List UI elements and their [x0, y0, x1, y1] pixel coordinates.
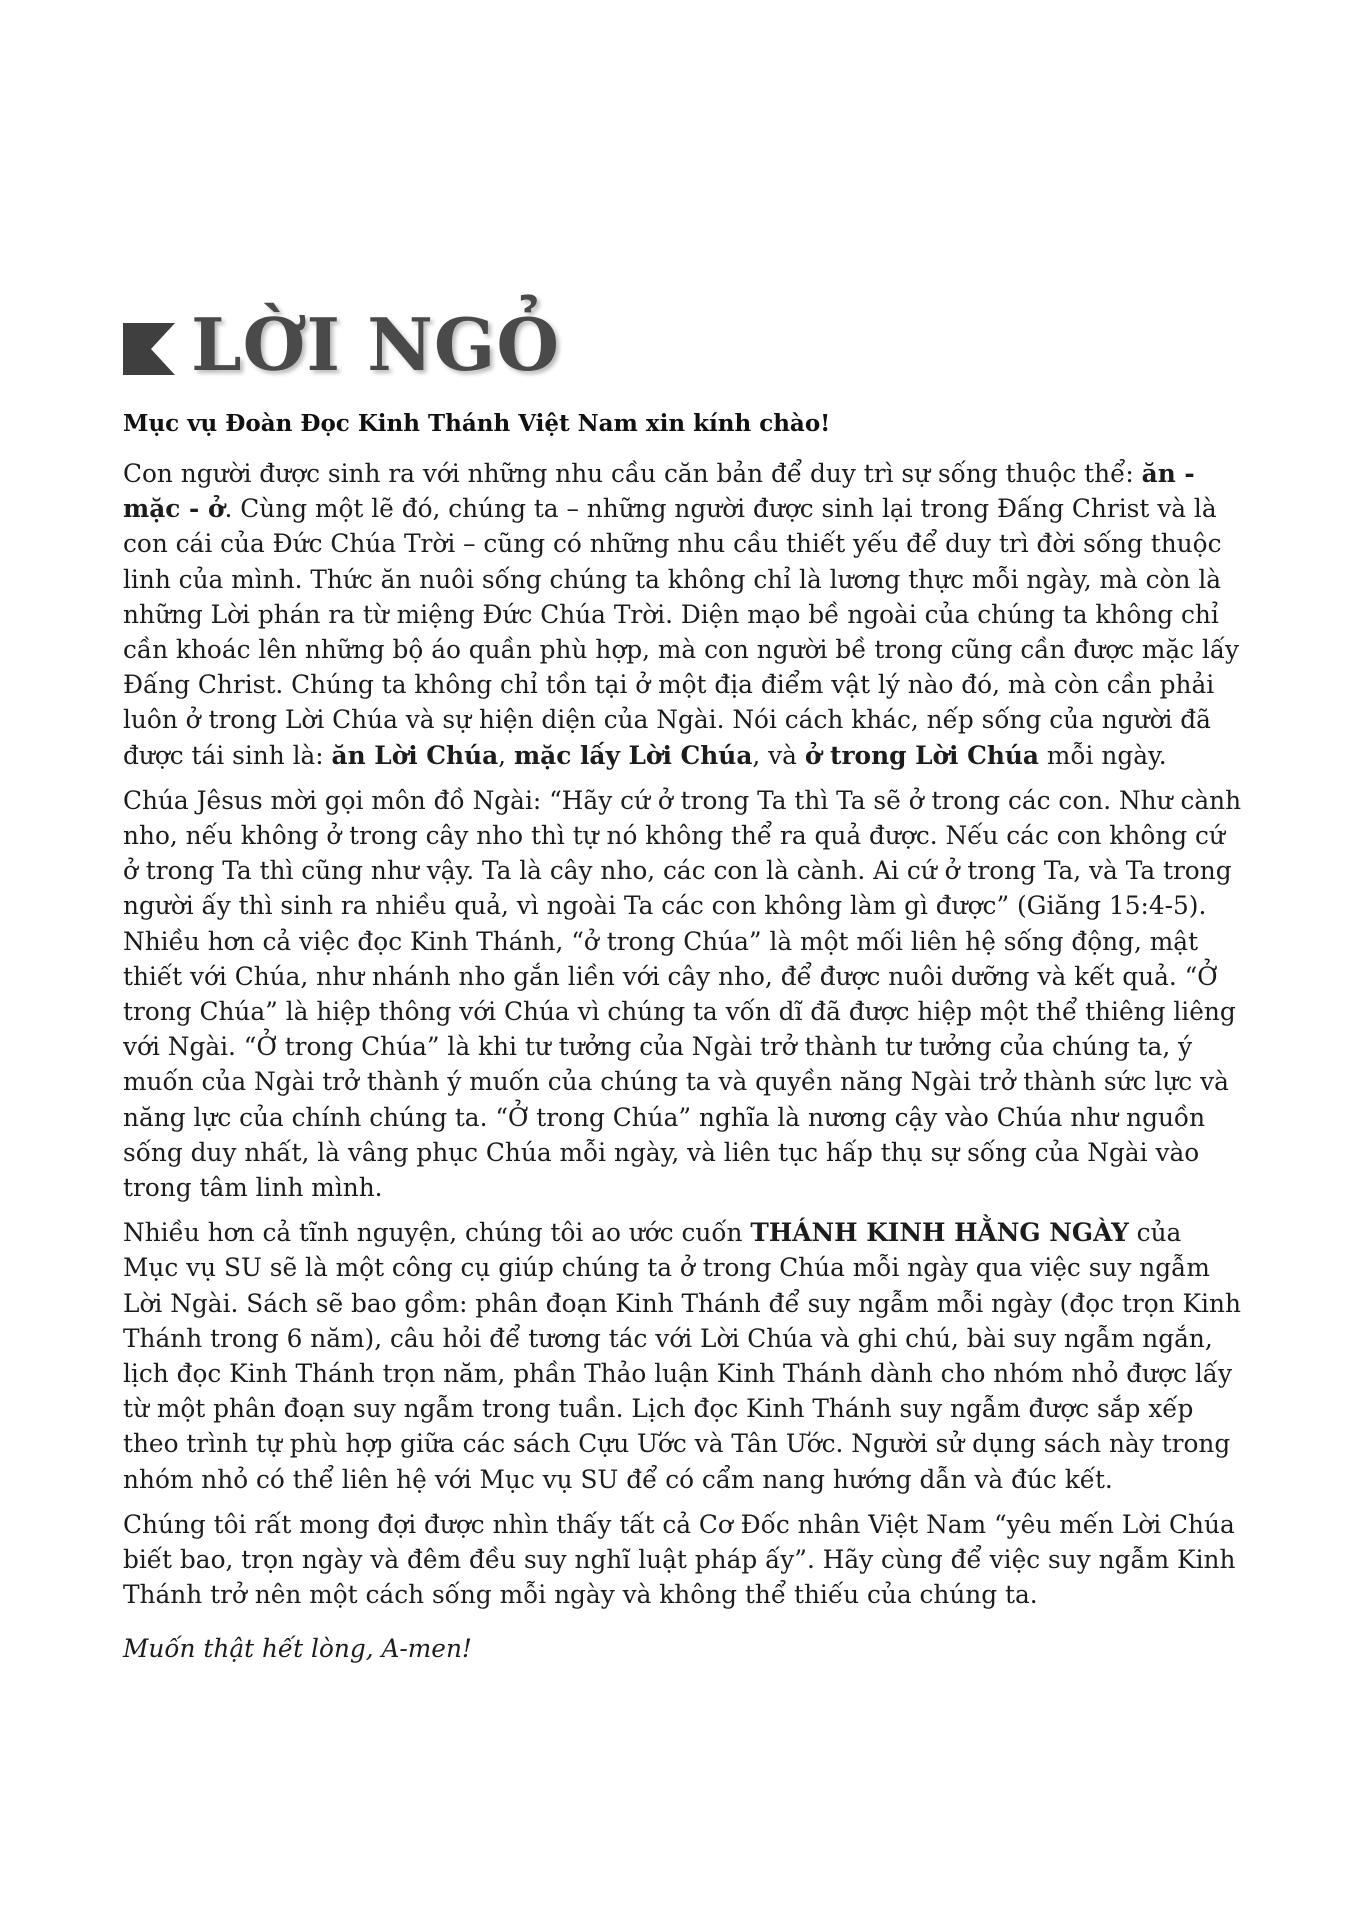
p1-text-d: , — [498, 740, 514, 770]
p1-text-a: Con người được sinh ra với những nhu cầu căn bản để duy trì sự sống thuộc thể: — [123, 459, 1142, 488]
paragraph-2: Chúa Jêsus mời gọi môn đồ Ngài: “Hãy cứ ở trong Ta thì Ta sẽ ở trong các con. Như cành nho, nếu không ở trong cây nho thì tự nó không thể ra quả được. Nếu các con không cứ ở trong Ta thì cũng như vậy. Ta là cây nho, các con là cành. Ai cứ ở trong Ta, và Ta trong người ấy thì sinh ra nhiều quả, vì ngoài Ta các con không làm gì được” (Giăng 15:4-5). Nhiều hơn cả việc đọc Kinh Thánh, “ở trong Chúa” là một mối liên hệ sống động, mật thiết với Chúa, như nhánh nho gắn liền với cây nho, để được nuôi dưỡng và kết quả. “Ở trong Chúa” là hiệp thông với Chúa vì chúng ta vốn dĩ đã được hiệp một thể thiêng liêng với Ngài. “Ở trong Chúa” là khi tư tưởng của Ngài trở thành tư tưởng của chúng ta, ý muốn của Ngài trở thành ý muốn của chúng ta và quyền năng Ngài trở thành sức lực và năng lực của chính chúng ta. “Ở trong Chúa” nghĩa là nương cậy vào Chúa như nguồn sống duy nhất, là vâng phục Chúa mỗi ngày, và liên tục hấp thụ sự sống của Ngài vào trong tâm linh mình. — [123, 785, 1242, 1203]
p3-bold-book-title: THÁNH KINH HẰNG NGÀY — [750, 1218, 1129, 1248]
p1-text-e: , và — [752, 740, 805, 770]
p1-bold-o-trong-loi-chua: ở trong Lời Chúa — [804, 740, 1039, 770]
p1-text-c: . Cùng một lẽ đó, chúng ta – những người được sinh lại trong Đấng Christ và là con cái của Đức Chúa Trời – cũng có những nhu cầu thiết yếu để duy trì đời sống thuộc linh của mình. Thức ăn nuôi sống chúng ta không chỉ là lương thực mỗi ngày, mà còn là những Lời phán ra từ miệng Đức Chúa Trời. Diện mạo bề ngoài của chúng ta không chỉ cần khoác lên những bộ áo quần phù hợp, mà con người bề trong cũng cần được mặc lấy Đấng Christ. Chúng ta không chỉ tồn tại ở một địa điểm vật lý nào đó, mà còn cần phải luôn ở trong Lời Chúa và sự hiện diện của Ngài. Nói cách khác, nếp sống của người đã được tái sinh là: — [123, 494, 1240, 770]
square-with-notch-icon — [123, 323, 175, 375]
p1-bold-an-mac-o: ăn - mặc - ở — [123, 459, 1195, 524]
heading — [123, 300, 1243, 390]
page-title: LỜI NGỎ — [191, 302, 561, 387]
closing-line: Muốn thật hết lòng, A-men! — [123, 1633, 472, 1663]
paragraph-3 — [123, 1215, 1243, 1497]
p1-text-f: mỗi ngày. — [1038, 740, 1167, 770]
paragraph-4: Chúng tôi rất mong đợi được nhìn thấy tất cả Cơ Đốc nhân Việt Nam “yêu mến Lời Chúa biết bao, trọn ngày và đêm đều suy nghĩ luật pháp ấy”. Hãy cùng để việc suy ngẫm Kinh Thánh trở nên một cách sống mỗi ngày và không thể thiếu của chúng ta. — [123, 1509, 1236, 1610]
p1-bold-mac-lay-loi-chua: mặc lấy Lời Chúa — [513, 740, 753, 770]
p3-text-a: Nhiều hơn cả tĩnh nguyện, chúng tôi ao ước cuốn — [123, 1218, 751, 1248]
p1-bold-an-loi-chua: ăn Lời Chúa — [331, 740, 499, 770]
paragraph-1 — [123, 456, 1243, 773]
p3-text-c: của Mục vụ SU sẽ là một công cụ giúp chúng ta ở trong Chúa mỗi ngày qua việc suy ngẫm Lời Ngài. Sách sẽ bao gồm: phân đoạn Kinh Thánh để suy ngẫm mỗi ngày (đọc trọn Kinh Thánh trong 6 năm), câu hỏi để tương tác với Lời Chúa và ghi chú, bài suy ngẫm ngắn, lịch đọc Kinh Thánh trọn năm, phần Thảo luận Kinh Thánh dành cho nhóm nhỏ được lấy từ một phân đoạn suy ngẫm trong tuần. Lịch đọc Kinh Thánh suy ngẫm được sắp xếp theo trình tự phù hợp giữa các sách Cựu Ước và Tân Ước. Người sử dụng sách này trong nhóm nhỏ có thể liên hệ với Mục vụ SU để có cẩm nang hướng dẫn và đúc kết. — [123, 1218, 1241, 1494]
document-page — [123, 300, 1243, 1666]
greeting: Mục vụ Đoàn Đọc Kinh Thánh Việt Nam xin kính chào! — [123, 410, 831, 437]
